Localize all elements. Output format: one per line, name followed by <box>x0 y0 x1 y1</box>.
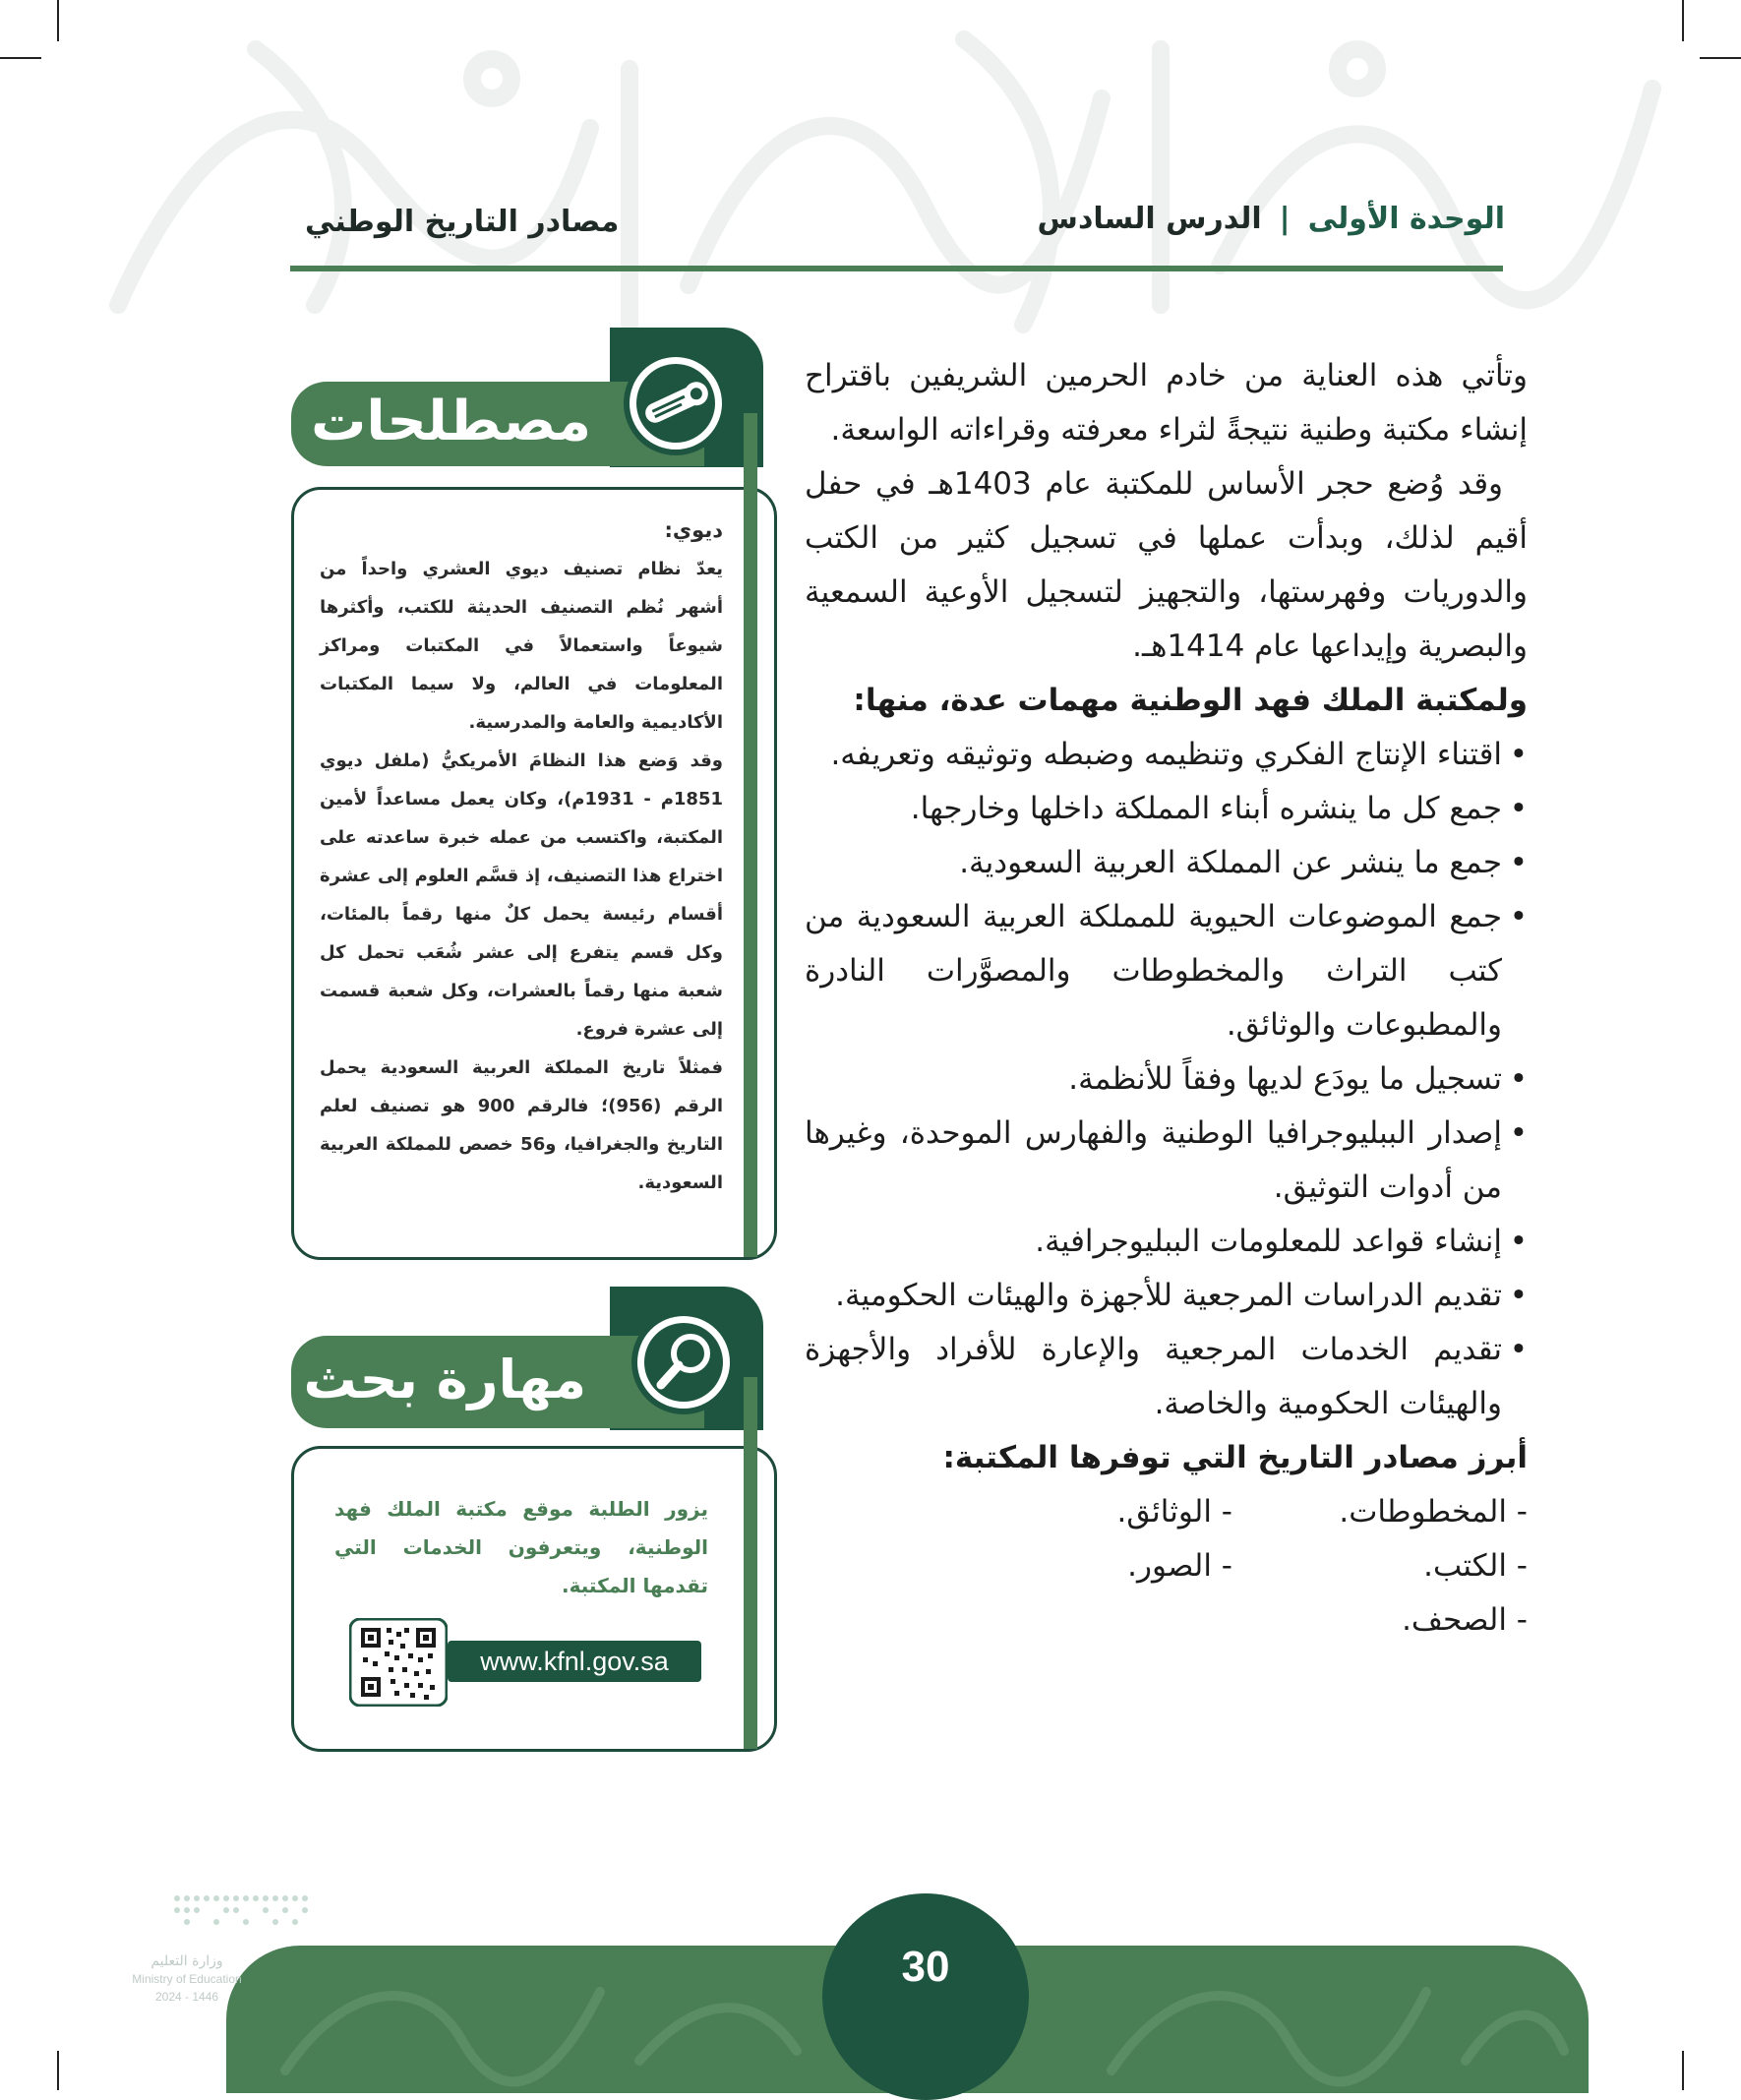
ministry-year: 2024 - 1446 <box>154 1990 219 2004</box>
ministry-label <box>98 1952 275 2006</box>
lesson-title: مصادر التاريخ الوطني <box>305 205 620 239</box>
list-item: • إصدار الببليوجرافيا الوطنية والفهارس الموحدة، وغيرها من أدوات التوثيق. <box>805 1107 1528 1215</box>
source-item: - الصحف. <box>1402 1602 1528 1638</box>
sources-list <box>805 1485 1528 1648</box>
source-item: - الصور. <box>1127 1548 1232 1584</box>
glossary-text <box>320 511 723 1202</box>
source-item: - الكتب. <box>1423 1548 1528 1584</box>
glossary-paragraph: فمثلاً تاريخ المملكة العربية السعودية يحمل الرقم (956)؛ فالرقم 900 هو تصنيف لعلم التاريخ والجغرافيا، و56 خصص للمملكة العربية السعودية. <box>320 1057 723 1193</box>
tasks-list <box>805 728 1528 1431</box>
list-item: • إنشاء قواعد للمعلومات الببليوجرافية. <box>805 1215 1528 1269</box>
list-item: • جمع كل ما ينشره أبناء المملكة داخلها وخارجها. <box>805 782 1528 836</box>
research-text: يزور الطلبة موقع مكتبة الملك فهد الوطنية، ويتعرفون الخدمات التي تقدمها المكتبة. <box>334 1497 708 1597</box>
unit-lesson-header <box>1038 202 1505 236</box>
diploma-icon <box>622 349 730 457</box>
glossary-paragraph: يعدّ نظام تصنيف ديوي العشري واحداً من أشهر نُظم التصنيف الحديثة للكتب، وأكثرها شيوعاً واستعمالاً في المكتبات ومراكز المعلومات في العالم، ولا سيما المكتبات الأكاديمية والعامة والمدرسية. <box>320 559 723 733</box>
glossary-title: مصطلحات <box>311 390 591 453</box>
crop-mark <box>57 2051 59 2090</box>
sources-heading: أبرز مصادر التاريخ التي توفرها المكتبة: <box>942 1440 1528 1475</box>
source-item: - الوثائق. <box>1116 1494 1232 1530</box>
main-content <box>805 349 1528 1648</box>
header-divider <box>290 266 1503 271</box>
lesson-label: الدرس السادس <box>1037 202 1262 236</box>
unit-label: الوحدة الأولى <box>1307 202 1505 236</box>
crop-mark <box>1700 57 1741 59</box>
magnifier-icon <box>630 1308 738 1416</box>
ministry-name-en: Ministry of Education <box>132 1972 242 1986</box>
list-item: • جمع الموضوعات الحيوية للمملكة العربية السعودية من كتب التراث والمخطوطات والمصوَّرات النادرة والمطبوعات والوثائق. <box>805 890 1528 1052</box>
glossary-panel-bar <box>744 413 757 1257</box>
glossary-term: ديوي: <box>664 518 723 542</box>
calligraphy-background <box>79 10 1702 364</box>
source-item: - المخطوطات. <box>1339 1494 1528 1530</box>
page-number: 30 <box>901 1943 950 1991</box>
research-title: مهارة بحث <box>303 1349 586 1410</box>
crop-mark <box>57 0 59 41</box>
qr-code-icon[interactable] <box>349 1618 448 1707</box>
paragraph-2: وقد وُضع حجر الأساس للمكتبة عام 1403هـ في حفل أقيم لذلك، وبدأت عملها في تسجيل كثير من الكتب والدوريات وفهرستها، والتجهيز لتسجيل الأوعية السمعية والبصرية وإيداعها عام 1414هـ. <box>805 466 1528 664</box>
list-item: • تقديم الخدمات المرجعية والإعارة للأفراد والأجهزة والهيئات الحكومية والخاصة. <box>805 1323 1528 1431</box>
paragraph-1: وتأتي هذه العناية من خادم الحرمين الشريفين باقتراح إنشاء مكتبة وطنية نتيجةً لثراء معرفته وقراءاته الواسعة. <box>805 358 1528 448</box>
list-item: • اقتناء الإنتاج الفكري وتنظيمه وضبطه وتوثيقه وتعريفه. <box>805 728 1528 782</box>
tasks-heading: ولمكتبة الملك فهد الوطنية مهمات عدة، منها: <box>853 683 1528 718</box>
crop-mark <box>0 57 41 59</box>
list-item: • تقديم الدراسات المرجعية للأجهزة والهيئات الحكومية. <box>805 1269 1528 1323</box>
website-link[interactable]: www.kfnl.gov.sa <box>448 1641 701 1682</box>
ministry-logo <box>167 1889 325 1948</box>
list-item: • جمع ما ينشر عن المملكة العربية السعودية. <box>805 836 1528 890</box>
ministry-name-ar: وزارة التعليم <box>150 1953 223 1969</box>
crop-mark <box>1682 2051 1684 2090</box>
research-panel-bar <box>744 1377 757 1749</box>
page-number-circle <box>822 1893 1029 2100</box>
header-separator: | <box>1279 202 1291 236</box>
glossary-paragraph: وقد وَضع هذا النظامَ الأمريكيُّ (ملفل ديوي 1851م - 1931م)، وكان يعمل مساعداً لأمين المكتبة، واكتسب من عمله خبرة ساعدته على اختراع هذا التصنيف، إذ قسَّم العلوم إلى عشرة أقسام رئيسة يحمل كلٌ منها رقماً بالمئات، وكل قسم يتفرع إلى عشر شُعَب تحمل كل شعبة منها رقماً بالعشرات، وكل شعبة قسمت إلى عشرة فروع. <box>320 750 723 1040</box>
list-item: • تسجيل ما يودَع لديها وفقاً للأنظمة. <box>805 1052 1528 1107</box>
